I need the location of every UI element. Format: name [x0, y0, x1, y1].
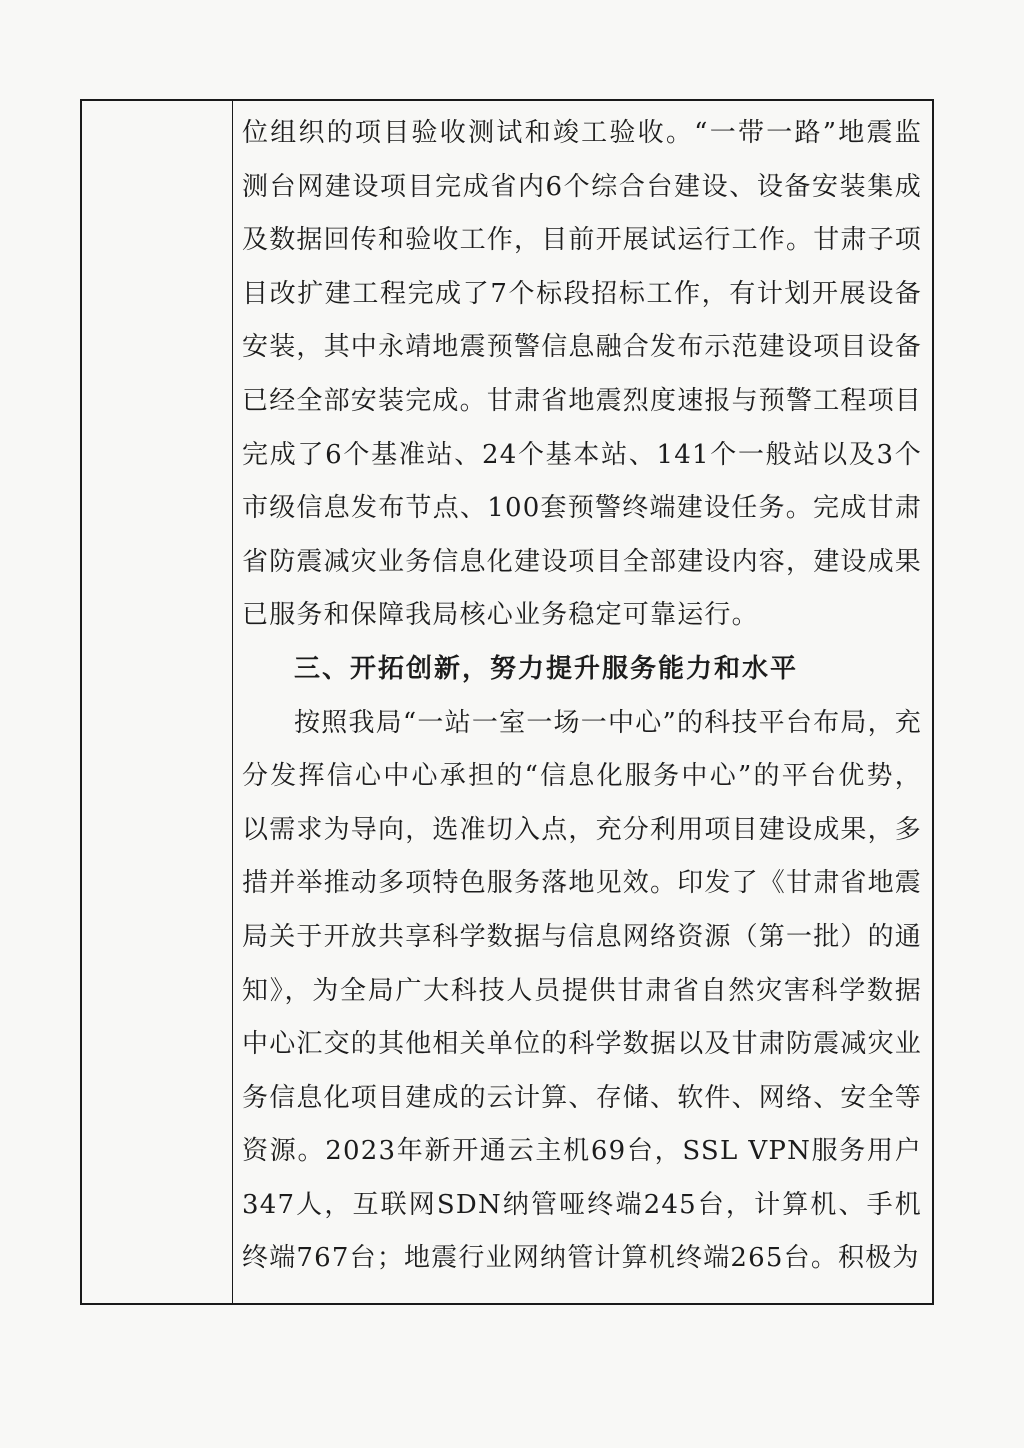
section-heading: 三、开拓创新，努力提升服务能力和水平 [294, 653, 799, 684]
table-content-cell [242, 107, 922, 1303]
table-frame [80, 99, 934, 1305]
paragraph-continuation: 位组织的项目验收测试和竣工验收。“一带一路”地震监测台网建设项目完成省内6个综合台建设、设备安装集成及数据回传和验收工作，目前开展试运行工作。甘肃子项目改扩建工程完成了7个标段招标工作，有计划开展设备安装，其中永靖地震预警信息融合发布示范建设项目设备已经全部安装完成。甘肃省地震烈度速报与预警工程项目完成了6个基准站、24个基本站、141个一般站以及3个市级信息发布节点、100套预警终端建设任务。完成甘肃省防震减灾业务信息化建设项目全部建设内容，建设成果已服务和保障我局核心业务稳定可靠运行。 [242, 118, 923, 631]
paragraph-body: 按照我局“一站一室一场一中心”的科技平台布局，充分发挥信心中心承担的“信息化服务中心”的平台优势，以需求为导向，选准切入点，充分利用项目建设成果，多措并举推动多项特色服务落地见效。印发了《甘肃省地震局关于开放共享科学数据与信息网络资源（第一批）的通知》，为全局广大科技人员提供甘肃省自然灾害科学数据中心汇交的其他相关单位的科学数据以及甘肃防震减灾业务信息化项目建成的云计算、存储、软件、网络、安全等资源。2023年新开通云主机69台，SSL VPN服务用户347人，互联网SDN纳管哑终端245台，计算机、手机终端767台；地震行业网纳管计算机终端265台。积极为 [242, 707, 923, 1274]
table-left-column [82, 101, 233, 1303]
